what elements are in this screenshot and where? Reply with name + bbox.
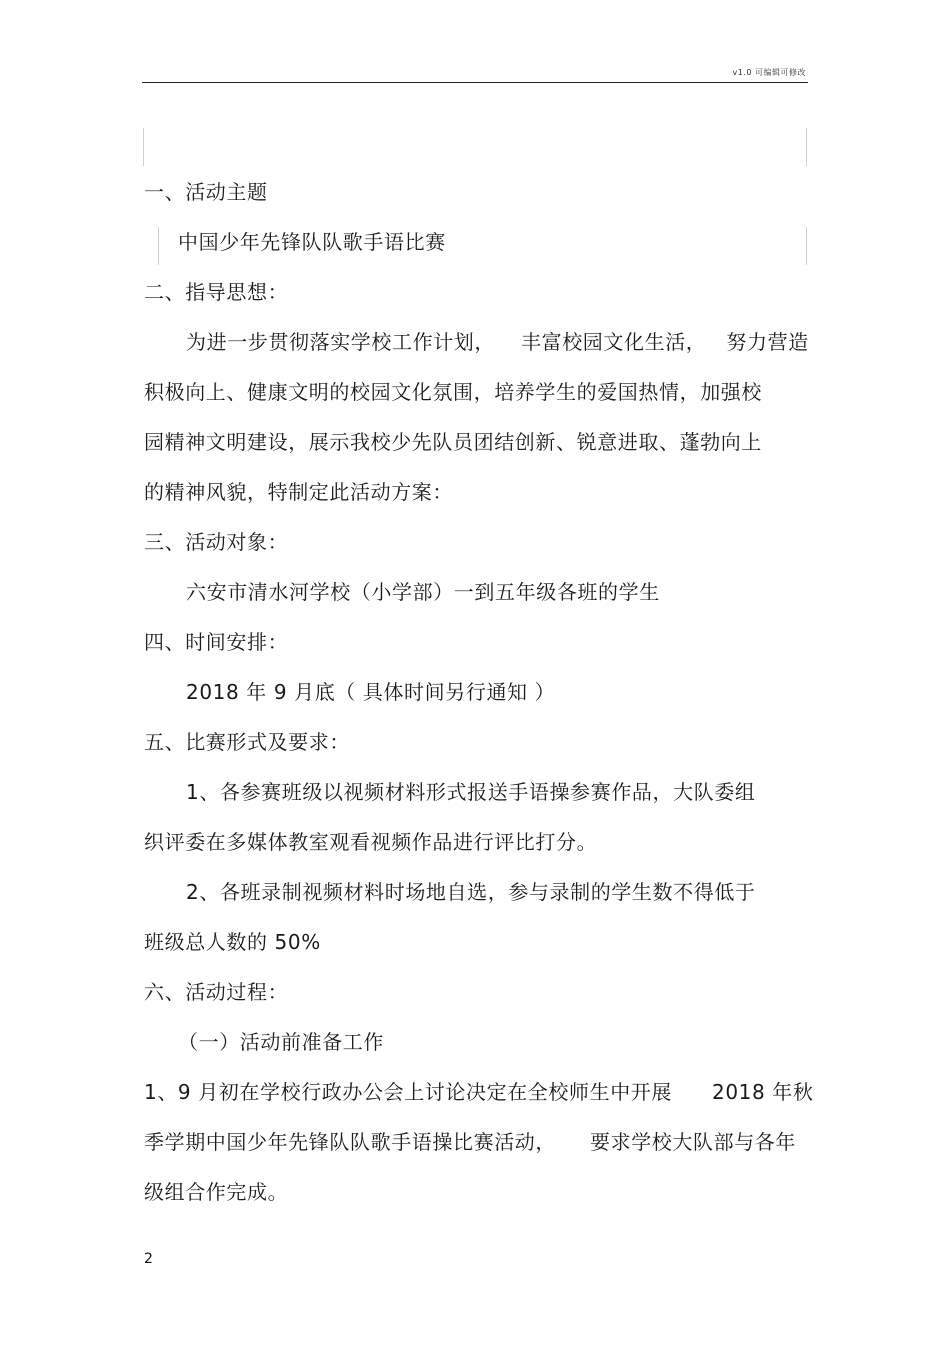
- process-line-3: 级组合作完成。: [144, 1180, 289, 1204]
- guiding-idea-line-4: 的精神风貌，特制定此活动方案：: [144, 480, 453, 504]
- guiding-idea-line-1-part-2: 丰富校园文化生活，: [521, 330, 707, 354]
- process-line-2-part-2: 要求学校大队部与各年: [590, 1130, 796, 1154]
- format-item-1-line-2: 织评委在多媒体教室观看视频作品进行评比打分。: [144, 830, 598, 854]
- right-margin-mark-top: [806, 128, 807, 166]
- process-line-2: [144, 1129, 796, 1155]
- guiding-idea-line-3: 园精神文明建设，展示我校少先队员团结创新、锐意进取、蓬勃向上: [144, 430, 762, 454]
- left-margin-mark-top: [143, 128, 144, 166]
- format-item-2-line-2: 班级总人数的 50%: [144, 930, 321, 954]
- section-heading-participants: 三、活动对象：: [144, 530, 289, 554]
- process-line-1: [144, 1079, 813, 1105]
- theme-body: 中国少年先锋队队歌手语比赛: [178, 230, 446, 254]
- page-number: 2: [144, 1251, 153, 1267]
- guiding-idea-line-1-part-1: 为进一步贯彻落实学校工作计划，: [186, 330, 495, 354]
- right-margin-mark-theme: [806, 227, 807, 265]
- format-item-1-line-1: 1、各参赛班级以视频材料形式报送手语操参赛作品，大队委组: [186, 780, 756, 804]
- schedule-body: 2018 年 9 月底（ 具体时间另行通知 ）: [186, 680, 556, 704]
- guiding-idea-line-1-part-3: 努力营造: [726, 330, 809, 354]
- process-line-1-part-1: 1、9 月初在学校行政办公会上讨论决定在全校师生中开展: [144, 1080, 673, 1104]
- format-item-2-line-1: 2、各班录制视频材料时场地自选，参与录制的学生数不得低于: [186, 880, 756, 904]
- participants-body: 六安市清水河学校（小学部）一到五年级各班的学生: [186, 580, 660, 604]
- section-heading-process: 六、活动过程：: [144, 980, 289, 1004]
- section-heading-schedule: 四、时间安排：: [144, 630, 289, 654]
- guiding-idea-line-2: 积极向上、健康文明的校园文化氛围，培养学生的爱国热情，加强校: [144, 380, 762, 404]
- left-margin-mark-theme: [158, 227, 159, 265]
- process-line-1-part-2: 2018 年秋: [712, 1080, 814, 1104]
- header-version-text: v1.0 可编辑可修改: [732, 68, 806, 77]
- section-heading-guiding-idea: 二、指导思想：: [144, 280, 289, 304]
- guiding-idea-line-1: [186, 329, 809, 355]
- process-line-2-part-1: 季学期中国少年先锋队队歌手语操比赛活动，: [144, 1130, 556, 1154]
- section-heading-theme: 一、活动主题: [144, 180, 268, 204]
- header-rule: [142, 82, 808, 83]
- process-subheading-preparation: （一）活动前准备工作: [178, 1030, 384, 1054]
- section-heading-format: 五、比赛形式及要求：: [144, 730, 350, 754]
